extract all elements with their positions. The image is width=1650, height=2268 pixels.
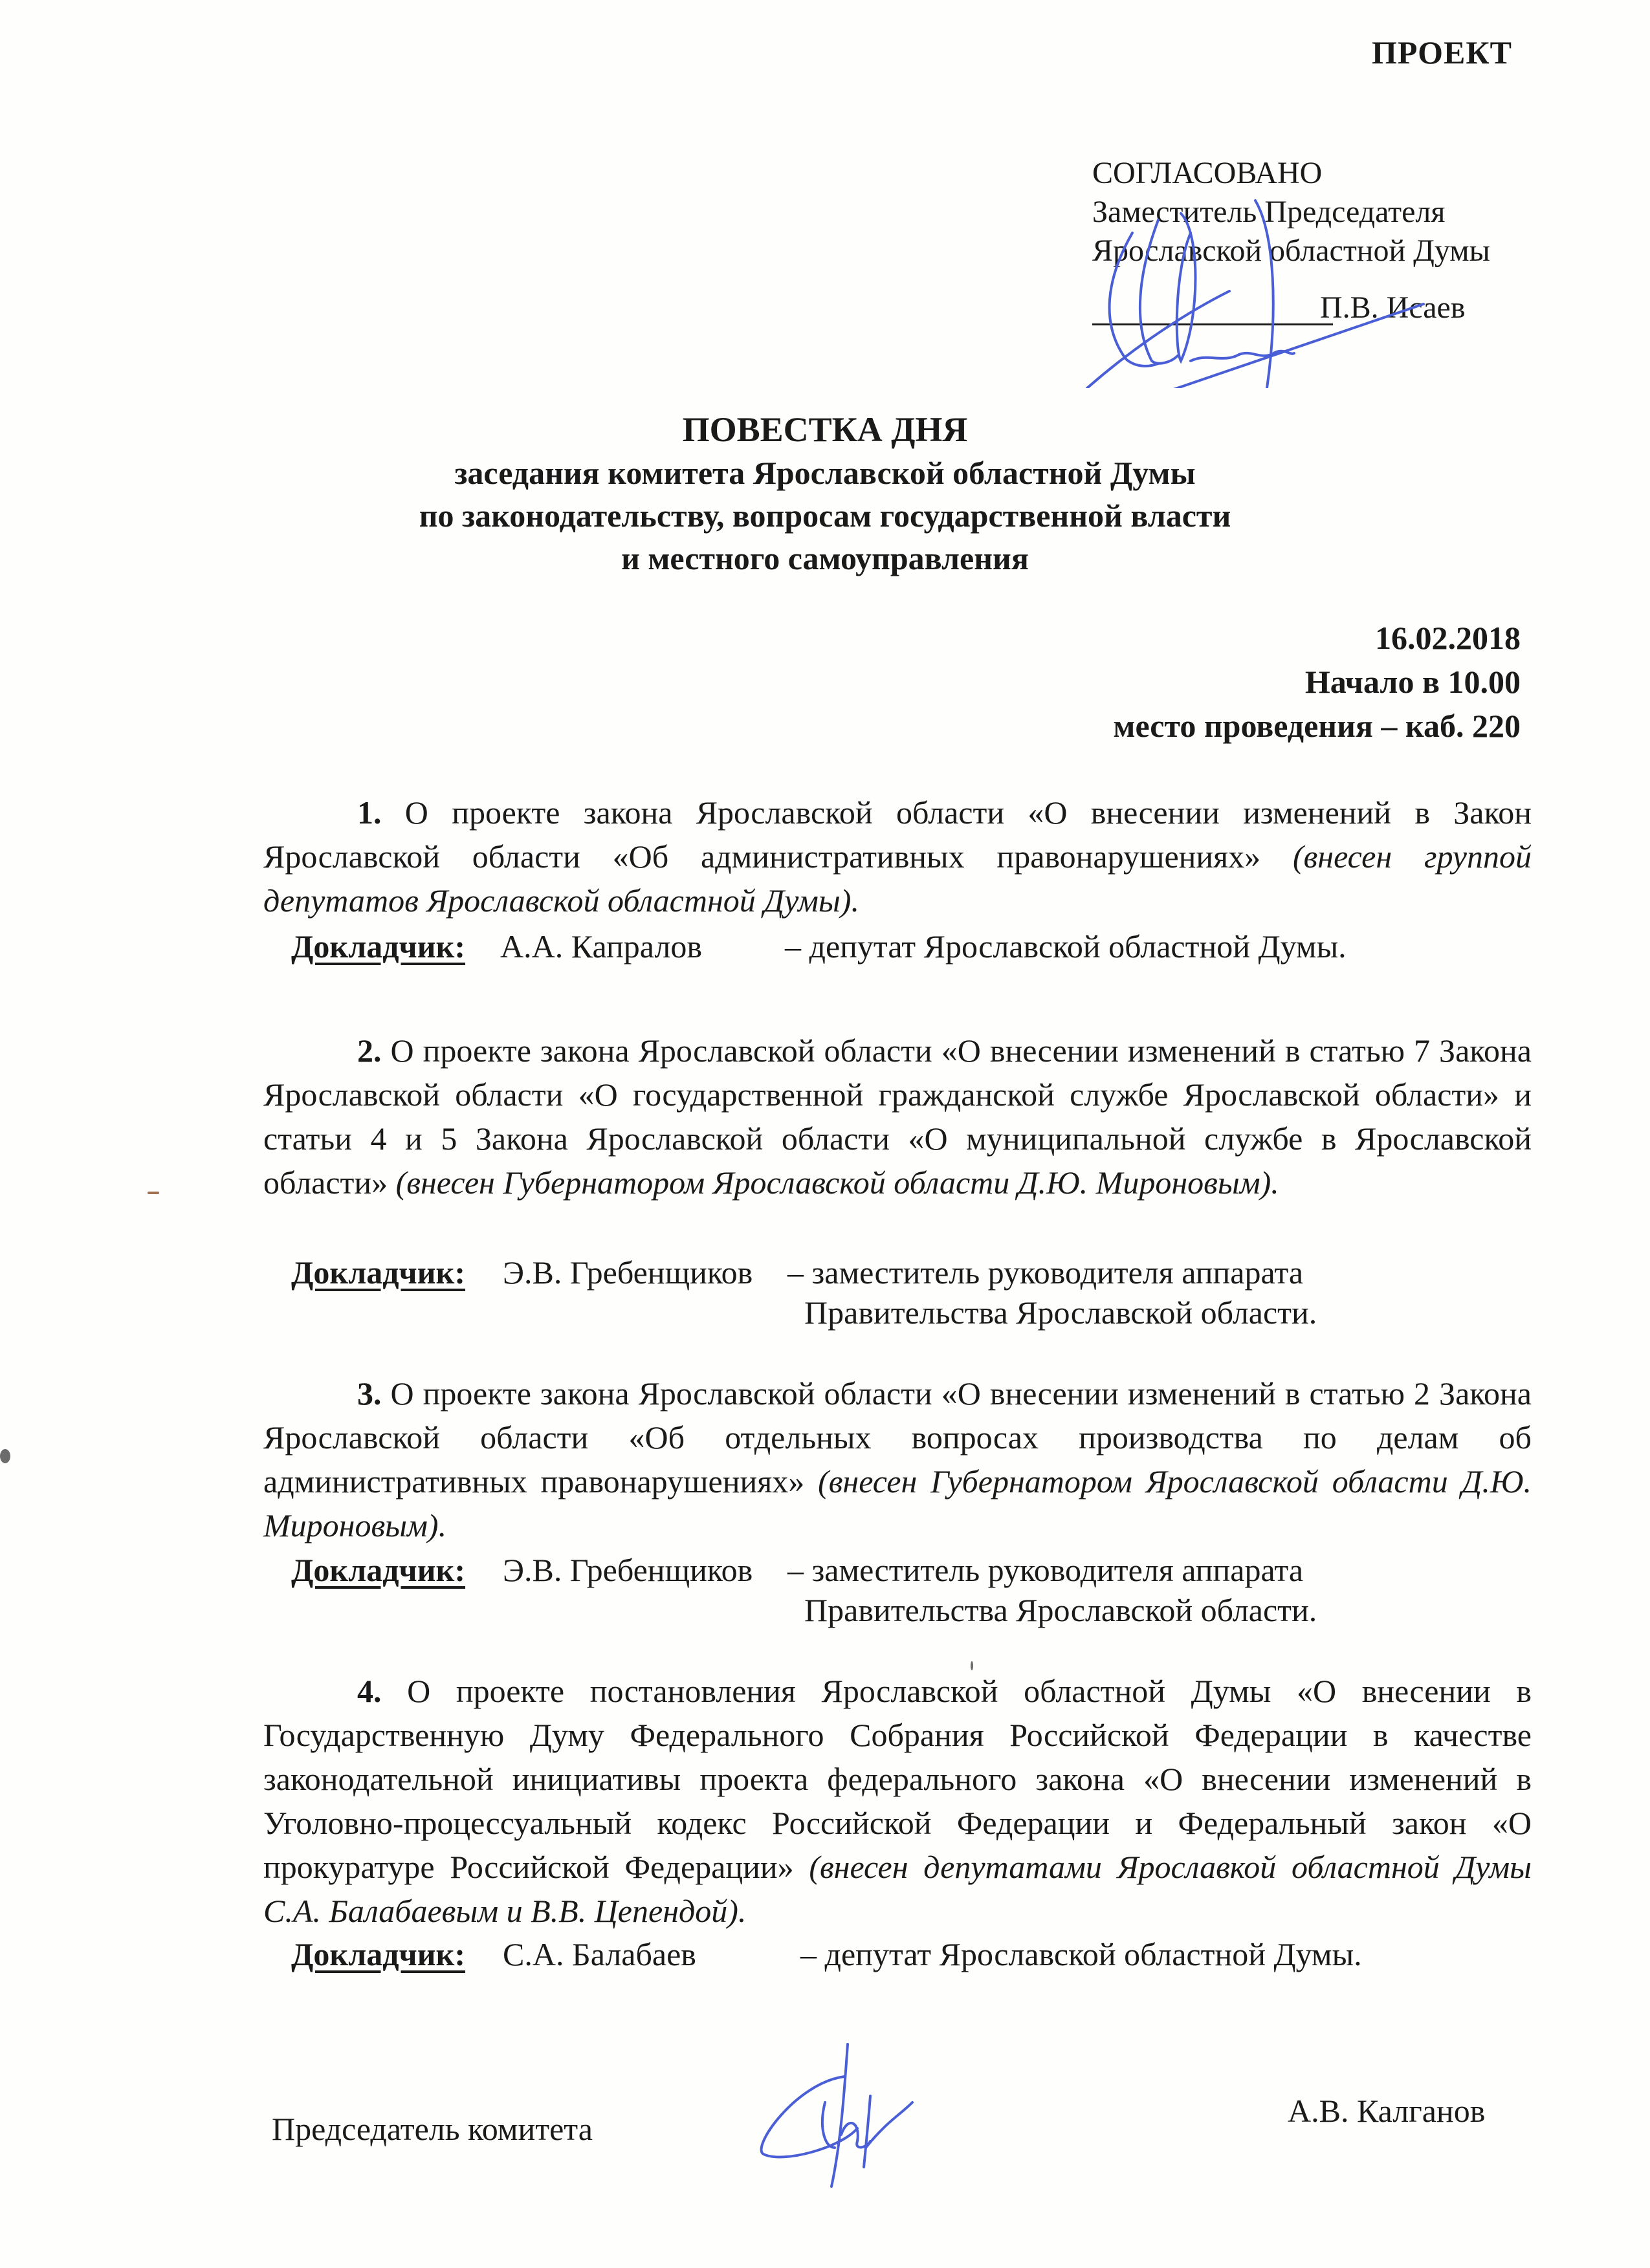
item-number: 3. xyxy=(357,1375,382,1412)
item-number: 4. xyxy=(357,1673,382,1709)
item-submitted-by: (внесен депутатами Ярославкой областной Думы С.А. Балабаевым и В.В. Цепендой). xyxy=(263,1849,1532,1929)
approver-name: П.В. Исаев xyxy=(1320,290,1466,325)
agenda-item xyxy=(263,1669,1532,1933)
signature-kalganov-icon xyxy=(699,2038,971,2199)
item-text: О проекте закона Ярославской области «О внесении изменений в статью 2 Закона Ярославской области «Об отдельных вопросах производства по делам об административных правонарушениях» xyxy=(263,1375,1532,1499)
title-line2: по законодательству, вопросам государственной власти xyxy=(419,497,1231,534)
speaker-role: – депутат Ярославской областной Думы. xyxy=(800,1936,1362,1972)
agenda-item xyxy=(263,1371,1532,1547)
approver-position-line2: Ярославской областной Думы xyxy=(1092,234,1490,268)
item-text: О проекте закона Ярославской области «О внесении изменений в статью 7 Закона Ярославской области «О государственной гражданской службе Ярославской области» и статьи 4 и 5 Закона Ярославской области «О муниципальной службе в Ярославской области» xyxy=(263,1032,1532,1201)
draft-stamp: ПРОЕКТ xyxy=(1372,34,1512,71)
signature-isaev-icon xyxy=(1061,194,1540,388)
meeting-meta xyxy=(1113,616,1521,748)
approver-position-line1: Заместитель Председателя xyxy=(1092,195,1446,229)
meeting-date: 16.02.2018 xyxy=(1375,620,1521,656)
agenda-item xyxy=(263,1029,1532,1205)
title-main: ПОВЕСТКА ДНЯ xyxy=(682,410,968,449)
item-submitted-by: (внесен Губернатором Ярославской области Д.Ю. Мироновым). xyxy=(395,1164,1279,1201)
speaker-label: Докладчик: xyxy=(291,1936,466,1972)
speaker-label: Докладчик: xyxy=(291,1552,466,1588)
item-number: 1. xyxy=(357,794,382,831)
item-text: О проекте закона Ярославской области «О внесении изменений в Закон Ярославской области «Об административных правонарушениях» xyxy=(263,794,1532,875)
approval-heading: СОГЛАСОВАНО xyxy=(1092,156,1323,190)
scan-artifact xyxy=(148,1192,159,1194)
meeting-start: Начало в 10.00 xyxy=(1304,664,1521,700)
scan-artifact xyxy=(971,1661,973,1670)
speaker-row xyxy=(291,1550,1546,1630)
meeting-place: место проведения – каб. 220 xyxy=(1113,708,1521,744)
speaker-label: Докладчик: xyxy=(291,1254,466,1291)
speaker-row xyxy=(291,926,1546,966)
speaker-role: – депутат Ярославской областной Думы. xyxy=(785,928,1347,965)
speaker-role: – заместитель руководителя аппарата Правительства Ярославской области. xyxy=(787,1254,1317,1331)
title-line3: и местного самоуправления xyxy=(621,540,1029,576)
speaker-row xyxy=(291,1934,1546,1974)
scan-artifact xyxy=(0,1449,10,1463)
item-submitted-by: (внесен Губернатором Ярославской области Д.Ю. Мироновым). xyxy=(263,1463,1532,1543)
speaker-name: Э.В. Гребенщиков xyxy=(503,1552,753,1588)
speaker-name: Э.В. Гребенщиков xyxy=(503,1254,753,1291)
speaker-role: – заместитель руководителя аппарата Правительства Ярославской области. xyxy=(787,1552,1317,1628)
item-text: О проекте постановления Ярославской областной Думы «О внесении в Государственную Думу Федерального Собрания Российской Федерации в качестве законодательной инициативы проекта федерального закона «О внесении изменений в Уголовно-процессуальный кодекс Российской Федерации и Федеральный закон «О прокуратуре Российской Федерации» xyxy=(263,1673,1532,1885)
speaker-row xyxy=(291,1252,1546,1333)
chair-title: Председатель комитета xyxy=(272,2111,593,2147)
chair-name: А.В. Калганов xyxy=(1288,2093,1486,2129)
document-title xyxy=(0,408,1650,580)
speaker-label: Докладчик: xyxy=(291,928,466,965)
item-submitted-by: (внесен группой депутатов Ярославской областной Думы). xyxy=(263,838,1532,919)
title-line1: заседания комитета Ярославской областной Думы xyxy=(454,455,1196,491)
speaker-name: А.А. Капралов xyxy=(500,928,702,965)
item-number: 2. xyxy=(357,1032,382,1069)
agenda-item xyxy=(263,791,1532,922)
speaker-name: С.А. Балабаев xyxy=(503,1936,696,1972)
